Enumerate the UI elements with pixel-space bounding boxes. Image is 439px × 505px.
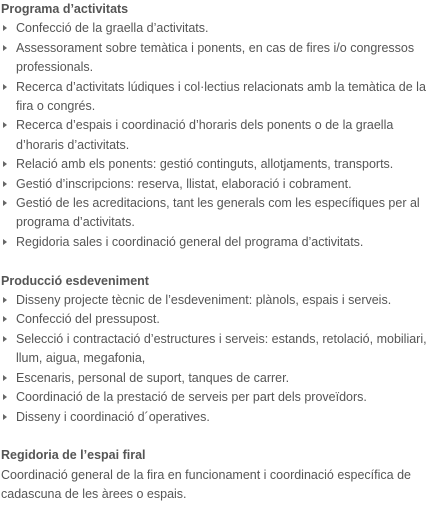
bullet-arrow-icon (3, 161, 7, 167)
list-item: Recerca d’espais i coordinació d’horaris dels ponents o de la graella d’horaris d’activitats. (1, 116, 439, 155)
list-item: Gestió de les acreditacions, tant les generals com les específiques per al programa d’activitats. (1, 194, 439, 233)
bullet-arrow-icon (3, 200, 7, 206)
bullet-arrow-icon (3, 394, 7, 400)
section-produccio-esdeveniment (1, 272, 439, 427)
bullet-arrow-icon (3, 414, 7, 420)
bullet-arrow-icon (3, 239, 7, 245)
bullet-list (1, 291, 439, 427)
bullet-arrow-icon (3, 375, 7, 381)
bullet-arrow-icon (3, 336, 7, 342)
section-heading: Programa d’activitats (1, 2, 129, 16)
list-item: Confecció del pressupost. (1, 310, 439, 329)
list-item: Coordinació de la prestació de serveis per part dels proveïdors. (1, 388, 439, 407)
list-item: Gestió d’inscripcions: reserva, llistat, elaboració i cobrament. (1, 175, 439, 194)
bullet-arrow-icon (3, 181, 7, 187)
section-spacer (1, 252, 439, 271)
bullet-arrow-icon (3, 122, 7, 128)
section-heading: Regidoria de l’espai firal (1, 448, 146, 463)
section-spacer (1, 427, 439, 446)
list-item: Disseny i coordinació d´operatives. (1, 408, 439, 427)
list-item: Selecció i contractació d’estructures i serveis: estands, retolació, mobiliari, llum, aigua, megafonia, (1, 330, 439, 369)
section-regidoria-espai-firal (1, 446, 439, 504)
section-paragraph: Coordinació general de la fira en funcionament i coordinació específica de cadascuna de les àrees o espais. (1, 467, 411, 502)
bullet-arrow-icon (3, 84, 7, 90)
bullet-arrow-icon (3, 316, 7, 322)
list-item: Relació amb els ponents: gestió continguts, allotjaments, transports. (1, 155, 439, 174)
section-heading: Producció esdeveniment (1, 273, 149, 288)
section-programa-activitats (1, 0, 439, 252)
bullet-arrow-icon (3, 45, 7, 51)
list-item: Regidoria sales i coordinació general del programa d’activitats. (1, 233, 439, 252)
bullet-arrow-icon (3, 297, 7, 303)
list-item: Recerca d’activitats lúdiques i col·lectius relacionats amb la temàtica de la fira o congrés. (1, 78, 439, 117)
list-item: Disseny projecte tècnic de l’esdeveniment: plànols, espais i serveis. (1, 291, 439, 310)
list-item: Assessorament sobre temàtica i ponents, en cas de fires i/o congressos professionals. (1, 39, 439, 78)
bullet-list (1, 19, 439, 252)
list-item: Escenaris, personal de suport, tanques de carrer. (1, 369, 439, 388)
list-item: Confecció de la graella d’activitats. (1, 19, 439, 38)
bullet-arrow-icon (3, 25, 7, 31)
